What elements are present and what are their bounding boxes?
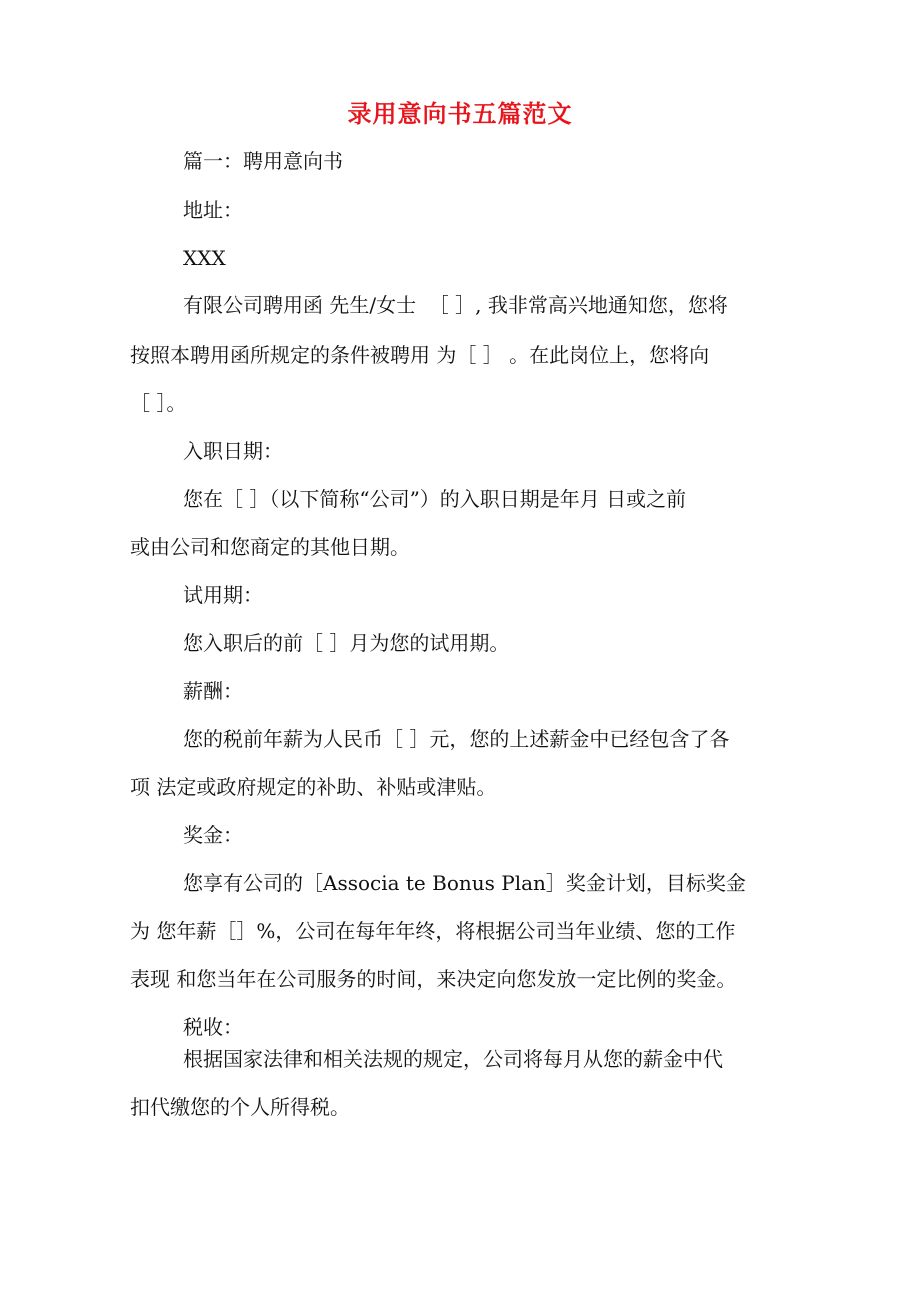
bonus-heading: 奖金： (183, 823, 243, 847)
paragraph-line: 扣代缴您的个人所得税。 (130, 1095, 350, 1119)
paragraph-line: 您的税前年薪为人民币［ ］元，您的上述薪金中已经包含了各 (183, 727, 730, 751)
paragraph-line: 根据国家法律和相关法规的规定，公司将每月从您的薪金中代 (183, 1047, 723, 1071)
paragraph-line: ［ ］。 (130, 391, 187, 415)
section-heading-part1: 篇一：聘用意向书 (183, 149, 343, 173)
salary-heading: 薪酬： (183, 679, 243, 703)
paragraph-line: 您入职后的前［ ］月为您的试用期。 (183, 631, 510, 655)
paragraph-line: 有限公司聘用函 先生/女士 ［ ］, 我非常高兴地通知您，您将 (183, 293, 728, 317)
paragraph-line: 按照本聘用函所规定的条件被聘用 为［ ］ 。在此岗位上，您将向 (130, 343, 710, 367)
paragraph-line: 项 法定或政府规定的补助、补贴或津贴。 (130, 775, 497, 799)
probation-heading: 试用期： (183, 583, 263, 607)
document-title: 录用意向书五篇范文 (347, 99, 573, 128)
paragraph-line: 您在［ ］（以下简称“公司”）的入职日期是年月 日或之前 (183, 487, 687, 511)
paragraph-line: 为 您年薪［］%，公司在每年年终，将根据公司当年业绩、您的工作 (130, 919, 736, 943)
tax-heading: 税收： (183, 1015, 243, 1039)
start-date-heading: 入职日期： (183, 439, 283, 463)
paragraph-line: 您享有公司的［Associa te Bonus Plan］奖金计划，目标奖金 (183, 871, 746, 895)
paragraph-line: 或由公司和您商定的其他日期。 (130, 535, 410, 559)
address-label: 地址： (183, 198, 243, 222)
paragraph-line: 表现 和您当年在公司服务的时间，来决定向您发放一定比例的奖金。 (130, 967, 737, 991)
address-value: XXX (183, 246, 226, 270)
